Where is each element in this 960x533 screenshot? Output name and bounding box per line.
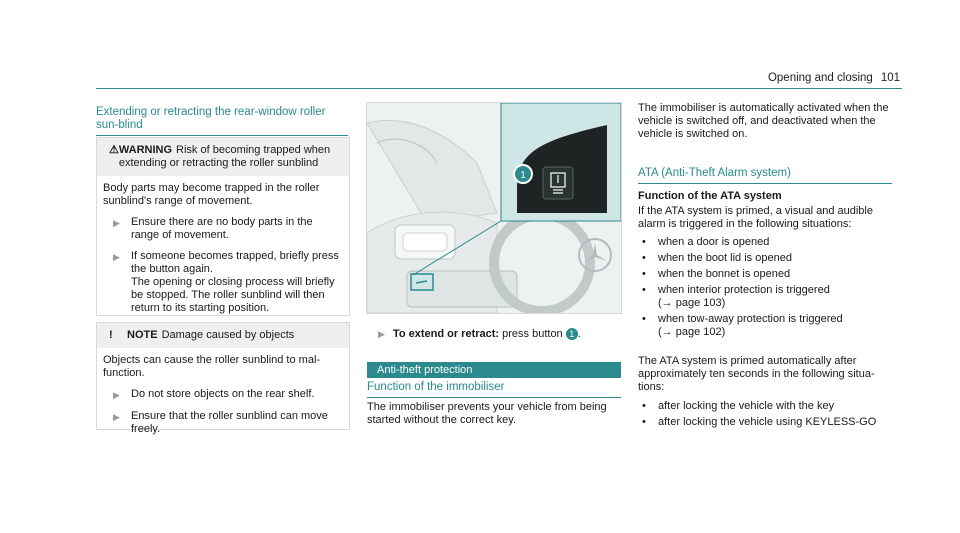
warning-icon: ⚠ [109,144,119,156]
section-bar-anti-theft: Anti-theft protection [367,362,621,378]
step-arrow-icon: ▶ [378,329,385,339]
page-reference-link[interactable]: (→ page 102) [658,326,726,338]
running-header [768,72,900,84]
instruction-label: To extend or retract: [392,328,500,340]
note-step [103,388,341,402]
step-arrow-icon: ▶ [113,412,120,422]
note-box-header [97,323,349,348]
instruction-text: press button [502,328,563,340]
list-item: • when a door is opened [642,236,770,248]
warning-label: WARNING [118,144,173,156]
list-item: • after locking the vehicle using KEYLESS-GO [642,416,877,428]
note-text: Objects can cause the roller sunblind to mal-function. [103,354,321,379]
note-step-text: Do not store objects on the rear shelf. [131,388,315,400]
page-number: 101 [880,72,900,84]
page-reference-link[interactable]: (→ page 103) [658,297,726,309]
note-step [103,410,341,436]
warning-box-header [97,138,349,176]
button-reference-icon: 1 [566,328,578,340]
note-icon: ! [109,329,113,341]
note-box-body [97,348,349,444]
immobiliser-text: The immobiliser prevents your vehicle from being started without the correct key. [367,401,607,426]
list-item: • when the boot lid is opened [642,252,792,264]
warning-step [103,216,341,242]
callout-marker-number: 1 [520,170,526,181]
subheading-immobiliser: Function of the immobiliser [367,381,621,398]
subheading-ata-function: Function of the ATA system [638,190,782,202]
note-title: Damage caused by objects [161,329,295,341]
ata-primed-list [638,397,892,429]
section-heading-sunblind: Extending or retracting the rear-window roller sun-blind [96,106,348,136]
ata-primed-text: The ATA system is primed automatically after approximately ten seconds in the following situa-tions: [638,355,875,393]
door-panel-illustration [366,102,622,314]
instruction-end: . [577,328,581,340]
step-arrow-icon: ▶ [113,218,120,228]
list-item: • when interior protection is triggered (→ page 103) [642,284,830,309]
note-label: NOTE [127,329,158,341]
instruction-step [378,328,618,341]
warning-text: Body parts may become trapped in the roller sunblind's range of movement. [103,182,320,207]
immobiliser-activation-text: The immobiliser is automatically activated when the vehicle is switched off, and deactivated when the vehicle is switched on. [638,102,889,140]
note-box [96,322,350,435]
section-title: Opening and closing [767,72,873,84]
door-panel-drawing [367,103,621,313]
section-heading-ata: ATA (Anti-Theft Alarm system) [638,167,892,184]
list-item: • when tow-away protection is triggered (→ page 102) [642,313,843,338]
warning-title: Risk of becoming trapped when extending or retracting the roller sunblind [118,144,331,169]
warning-box-body [97,176,349,323]
ata-trigger-list [638,233,892,339]
warning-step [103,250,341,315]
list-item: • when the bonnet is opened [642,268,791,280]
note-step-text: Ensure that the roller sunblind can move freely. [131,410,328,435]
warning-box [96,137,350,316]
list-item: • after locking the vehicle with the key [642,400,835,412]
warning-step-text: Ensure there are no body parts in the range of movement. [131,216,313,241]
ata-intro-text: If the ATA system is primed, a visual and audible alarm is triggered in the following situations: [638,205,873,230]
step-arrow-icon: ▶ [113,390,120,400]
warning-step-text: If someone becomes trapped, briefly press the button again. [131,250,339,275]
header-rule [96,88,902,89]
step-arrow-icon: ▶ [113,252,120,262]
warning-step-continuation: The opening or closing process will briefly be stopped. The roller sunblind will then return to its starting position. [131,276,335,314]
